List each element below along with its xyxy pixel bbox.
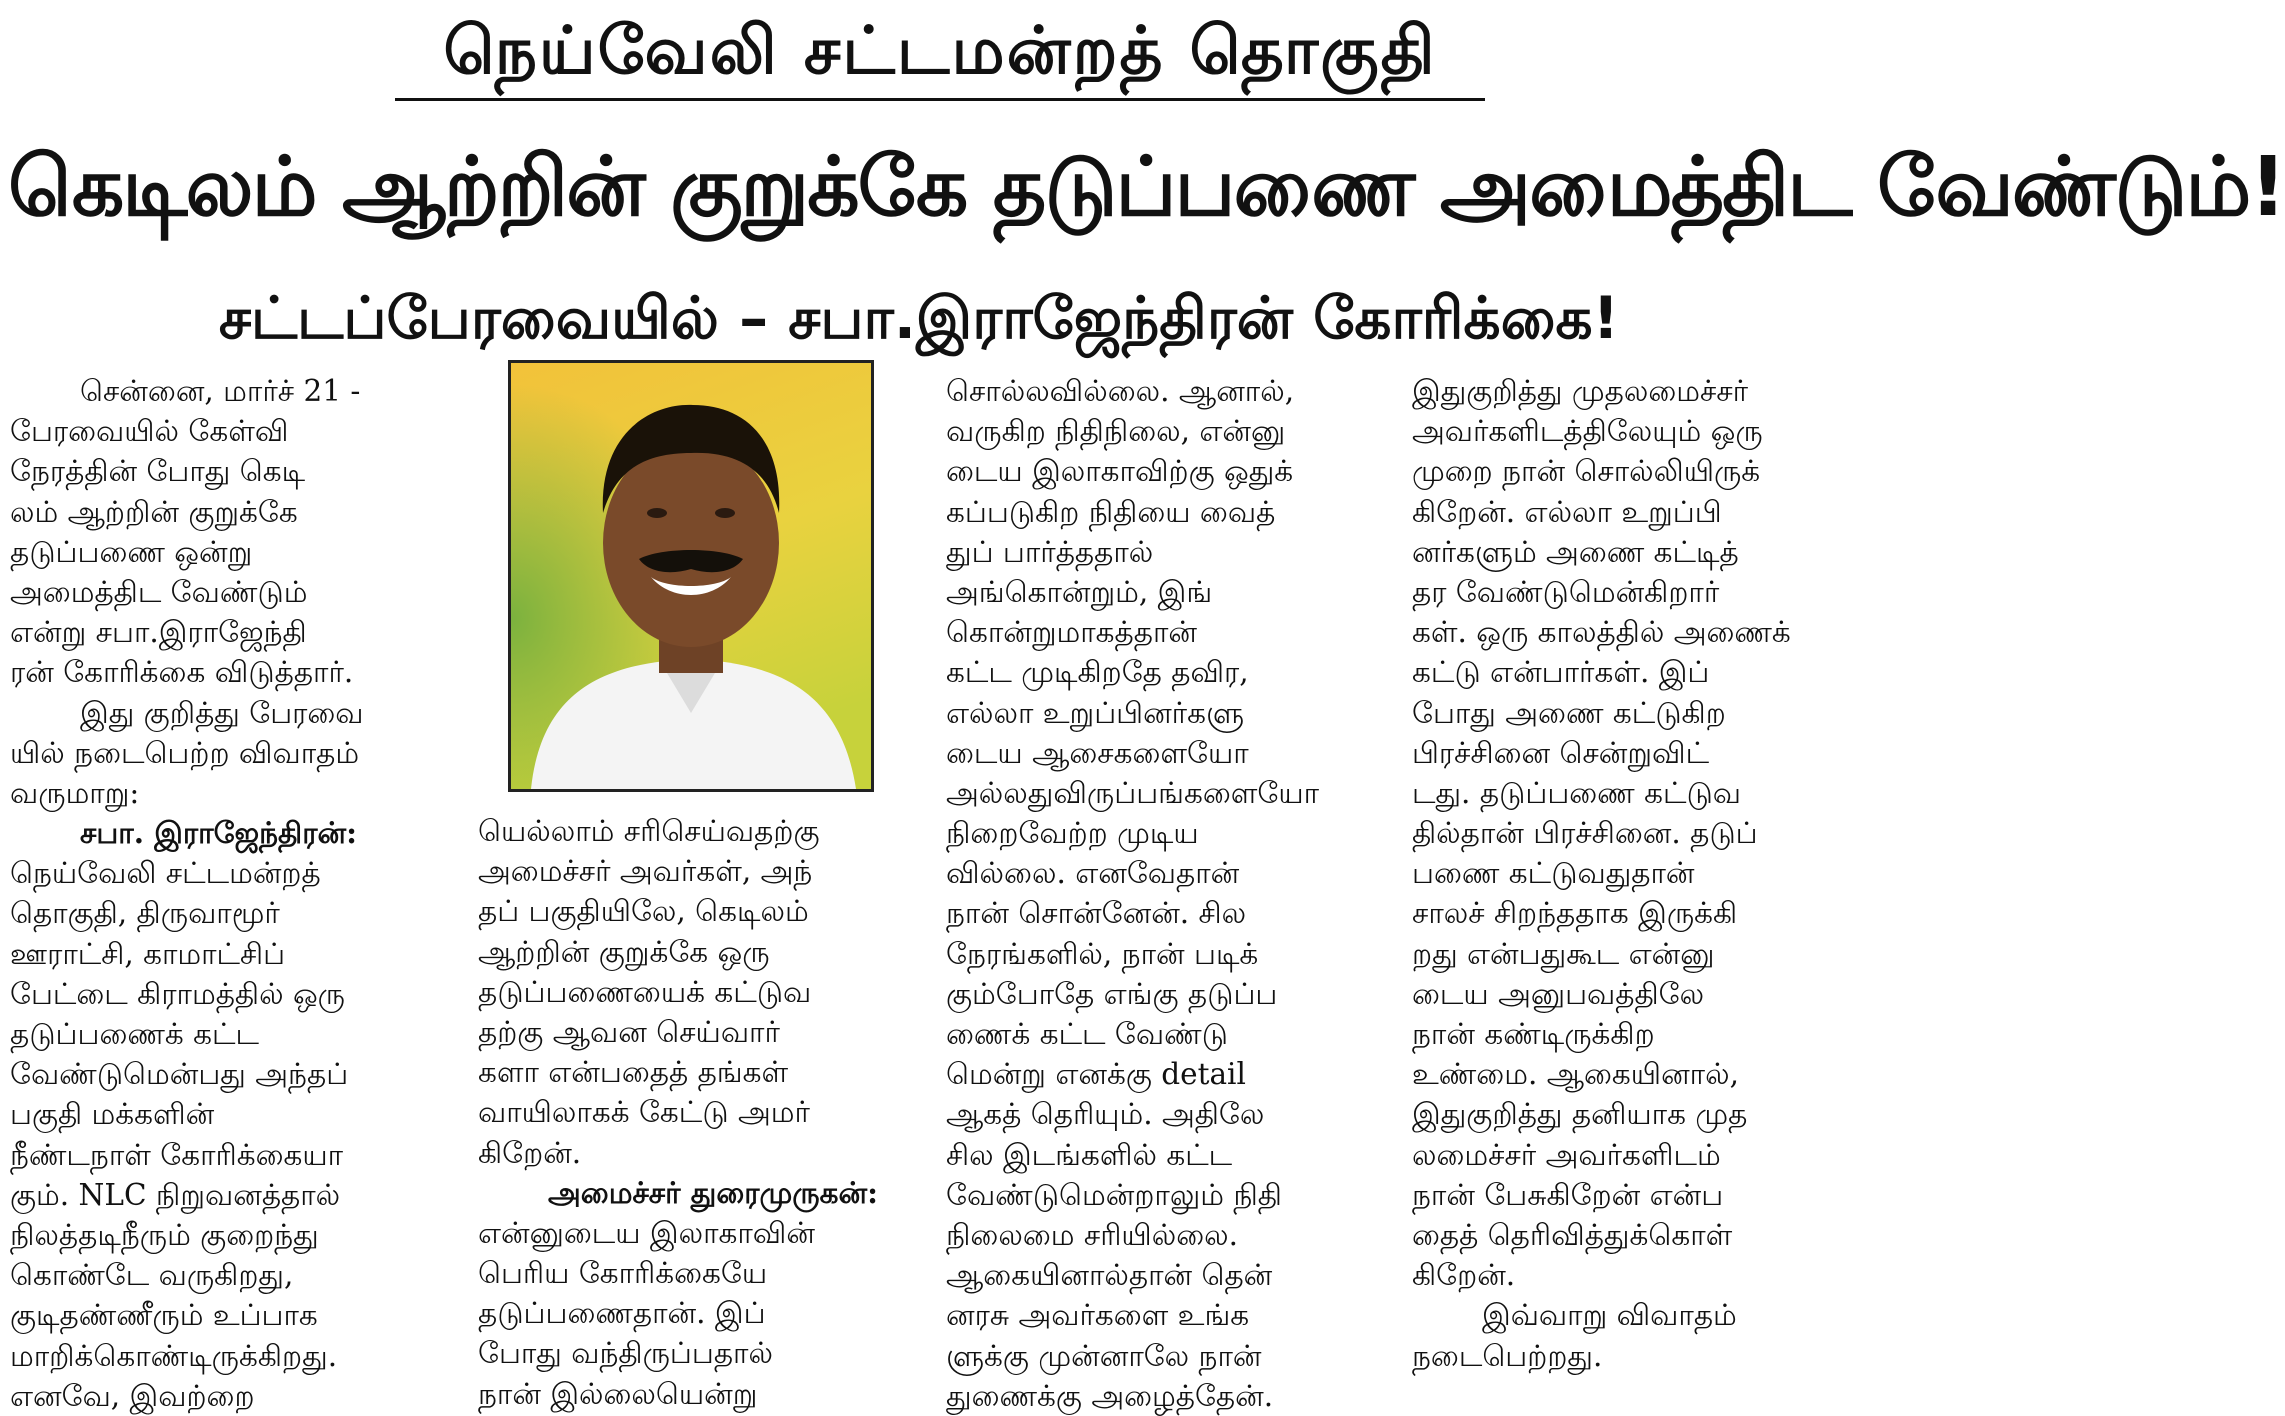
article-text-line: கிறேன். xyxy=(1412,1258,1516,1293)
article-text-line: முறை நான் சொல்லியிருக் xyxy=(1412,454,1761,489)
article-text-line: பிரச்சினை சென்றுவிட் xyxy=(1412,735,1710,770)
article-text-line: டது. தடுப்பணை கட்டுவ xyxy=(1412,775,1742,810)
article-text-line: வேண்டுமென்றாலும் நிதி xyxy=(946,1177,1282,1212)
article-text-line: அமைச்சர் துரைமுருகன்: xyxy=(548,1174,878,1210)
article-text-line: இது குறித்து பேரவை xyxy=(80,695,364,730)
article-text-line: களா என்பதைத் தங்கள் xyxy=(478,1055,789,1090)
article-text-line: கிறேன். எல்லா உறுப்பி xyxy=(1412,494,1722,529)
article-text-line: கட்டு என்பார்கள். இப் xyxy=(1412,655,1710,690)
article-text-line: பேட்டை கிராமத்தில் ஒரு xyxy=(10,976,346,1011)
article-text-line: ணைக் கட்ட வேண்டு xyxy=(946,1017,1228,1051)
article-text-line: கும்போதே எங்கு தடுப்ப xyxy=(946,976,1278,1011)
article-text-line: டைய அனுபவத்திலே xyxy=(1412,976,1705,1011)
article-subhead: சட்டப்பேரவையில் – சபா.இராஜேந்திரன் கோரிக்கை! xyxy=(218,284,1620,352)
article-text-line: கள். ஒரு காலத்தில் அணைக் xyxy=(1412,615,1791,650)
article-text-line: டைய இலாகாவிற்கு ஒதுக் xyxy=(946,454,1294,489)
article-text-line: ஆகையினால்தான் தென் xyxy=(946,1258,1273,1293)
article-text-line: ளுக்கு முன்னாலே நான் xyxy=(946,1338,1262,1373)
article-text-line: தைத் தெரிவித்துக்கொள் xyxy=(1412,1217,1733,1252)
article-text-line: நெய்வேலி சட்டமன்றத் xyxy=(10,856,321,891)
article-text-line: நான் கண்டிருக்கிற xyxy=(1412,1017,1655,1051)
article-text-line: தடுப்பணைதான். இப் xyxy=(478,1296,766,1331)
article-text-line: என்னுடைய இலாகாவின் xyxy=(478,1215,815,1250)
article-text-line: சாலச் சிறந்ததாக இருக்கி xyxy=(1412,896,1738,931)
article-text-line: னரசு அவர்களை உங்க xyxy=(946,1298,1250,1333)
article-text-line: கொண்டே வருகிறது, xyxy=(10,1258,294,1293)
article-text-line: அமைத்திட வேண்டும் xyxy=(10,574,308,609)
article-text-line: மாறிக்கொண்டிருக்கிறது. xyxy=(10,1338,338,1373)
article-text-line: நேரங்களில், நான் படிக் xyxy=(946,936,1259,971)
article-text-line: றது என்பதுகூட என்னு xyxy=(1412,936,1715,971)
article-text-line: மென்று எனக்கு detail xyxy=(946,1057,1246,1092)
article-text-line: ரன் கோரிக்கை விடுத்தார். xyxy=(10,655,354,690)
article-text-line: நிலத்தடிநீரும் குறைந்து xyxy=(10,1217,319,1252)
article-text-line: ஊராட்சி, காமாட்சிப் xyxy=(10,936,286,971)
article-text-line: கொன்றுமாகத்தான் xyxy=(946,615,1197,650)
article-text-line: வருகிற நிதிநிலை, என்னு xyxy=(946,414,1286,449)
portrait-photo xyxy=(508,360,874,792)
article-text-line: நிலைமை சரியில்லை. xyxy=(946,1217,1238,1252)
article-text-line: தடுப்பணையைக் கட்டுவ xyxy=(478,974,812,1009)
text-column-2 xyxy=(478,811,906,1411)
article-text-line: உண்மை. ஆகையினால், xyxy=(1412,1057,1739,1092)
article-text-line: தற்கு ஆவன செய்வார் xyxy=(478,1014,780,1049)
article-text-line: நான் பேசுகிறேன் என்ப xyxy=(1412,1177,1724,1212)
article-text-line: இதுகுறித்து முதலமைச்சர் xyxy=(1412,374,1749,408)
article-text-line: சில இடங்களில் கட்ட xyxy=(946,1137,1233,1172)
text-column-4 xyxy=(1412,371,1832,1396)
article-text-line: அமைச்சர் அவர்கள், அந் xyxy=(478,854,813,889)
article-text-line: அல்லதுவிருப்பங்களையோ xyxy=(946,775,1320,810)
article-text-line: கட்ட முடிகிறதே தவிர, xyxy=(946,655,1249,690)
article-text-line: டைய ஆசைகளையோ xyxy=(946,735,1249,770)
article-text-line: ஆற்றின் குறுக்கே ஒரு xyxy=(478,934,770,969)
article-text-line: இதுகுறித்து தனியாக முத xyxy=(1412,1097,1748,1132)
article-text-line: தடுப்பணை ஒன்று xyxy=(10,534,253,569)
article-kicker: நெய்வேலி சட்டமன்றத் தொகுதி xyxy=(395,4,1485,101)
article-text-line: ஆகத் தெரியும். அதிலே xyxy=(946,1097,1265,1132)
article-text-line: தொகுதி, திருவாமூர் xyxy=(10,896,280,931)
portrait-photo-icon xyxy=(511,363,871,789)
article-text-line: அவர்களிடத்திலேயும் ஒரு xyxy=(1412,414,1763,449)
article-text-line: நேரத்தின் போது கெடி xyxy=(10,454,306,489)
article-text-line: யில் நடைபெற்ற விவாதம் xyxy=(10,735,360,770)
text-column-3 xyxy=(946,371,1376,1413)
article-text-line: நிறைவேற்ற முடிய xyxy=(946,816,1199,851)
article-text-line: போது வந்திருப்பதால் xyxy=(478,1336,773,1371)
article-text-line: துணைக்கு அழைத்தேன். xyxy=(946,1378,1274,1413)
article-text-line: இவ்வாறு விவாதம் xyxy=(1482,1298,1737,1333)
article-text-line: குடிதண்ணீரும் உப்பாக xyxy=(10,1298,318,1333)
article-text-line: நான் சொன்னேன். சில xyxy=(946,896,1247,931)
article-text-line: தடுப்பணைக் கட்ட xyxy=(10,1017,259,1051)
article-text-line: நடைபெற்றது. xyxy=(1412,1338,1603,1373)
article-text-line: பெரிய கோரிக்கையே xyxy=(478,1256,768,1291)
article-text-line: வருமாறு: xyxy=(10,775,140,810)
article-text-line: யெல்லாம் சரிசெய்வதற்கு xyxy=(478,814,820,848)
article-text-line: பணை கட்டுவதுதான் xyxy=(1412,856,1695,891)
article-text-line: நீண்டநாள் கோரிக்கையா xyxy=(10,1137,344,1172)
article-text-line: வில்லை. எனவேதான் xyxy=(946,856,1240,891)
article-text-line: அங்கொன்றும், இங் xyxy=(946,574,1213,609)
article-text-line: பேரவையில் கேள்வி xyxy=(10,414,289,449)
article-text-line: தர வேண்டுமென்கிறார் xyxy=(1412,574,1720,609)
article-text-line: என்று சபா.இராஜேந்தி xyxy=(10,615,307,650)
article-text-line: பகுதி மக்களின் xyxy=(10,1097,215,1132)
article-text-line: தப் பகுதியிலே, கெடிலம் xyxy=(478,894,809,929)
article-text-line: எனவே, இவற்றை xyxy=(10,1378,255,1413)
article-text-line: வாயிலாகக் கேட்டு அமர் xyxy=(478,1095,810,1130)
article-text-line: போது அணை கட்டுகிற xyxy=(1412,695,1726,730)
article-text-line: லமைச்சர் அவர்களிடம் xyxy=(1412,1137,1721,1172)
article-text-line: சென்னை, மார்ச் 21 - xyxy=(80,374,361,408)
article-text-line: னர்களும் அணை கட்டித் xyxy=(1412,534,1739,569)
article-text-line: நான் இல்லையென்று xyxy=(478,1376,758,1411)
article-text-line: சொல்லவில்லை. ஆனால், xyxy=(946,374,1295,408)
article-text-line: வேண்டுமென்பது அந்தப் xyxy=(10,1057,349,1092)
article-headline: கெடிலம் ஆற்றின் குறுக்கே தடுப்பணை அமைத்திட வேண்டும்! xyxy=(8,140,2285,235)
article-text-line: எல்லா உறுப்பினர்களு xyxy=(946,695,1245,730)
article-text-line: சபா. இராஜேந்திரன்: xyxy=(80,815,357,851)
article-text-line: கும். NLC நிறுவனத்தால் xyxy=(10,1177,341,1212)
article-text-line: துப் பார்த்ததால் xyxy=(946,534,1154,569)
article-text-line: லம் ஆற்றின் குறுக்கே xyxy=(10,494,298,529)
article-text-line: கிறேன். xyxy=(478,1135,582,1170)
article-text-line: கப்படுகிற நிதியை வைத் xyxy=(946,494,1276,529)
text-column-1 xyxy=(10,371,432,1413)
article-text-line: தில்தான் பிரச்சினை. தடுப் xyxy=(1412,816,1758,851)
